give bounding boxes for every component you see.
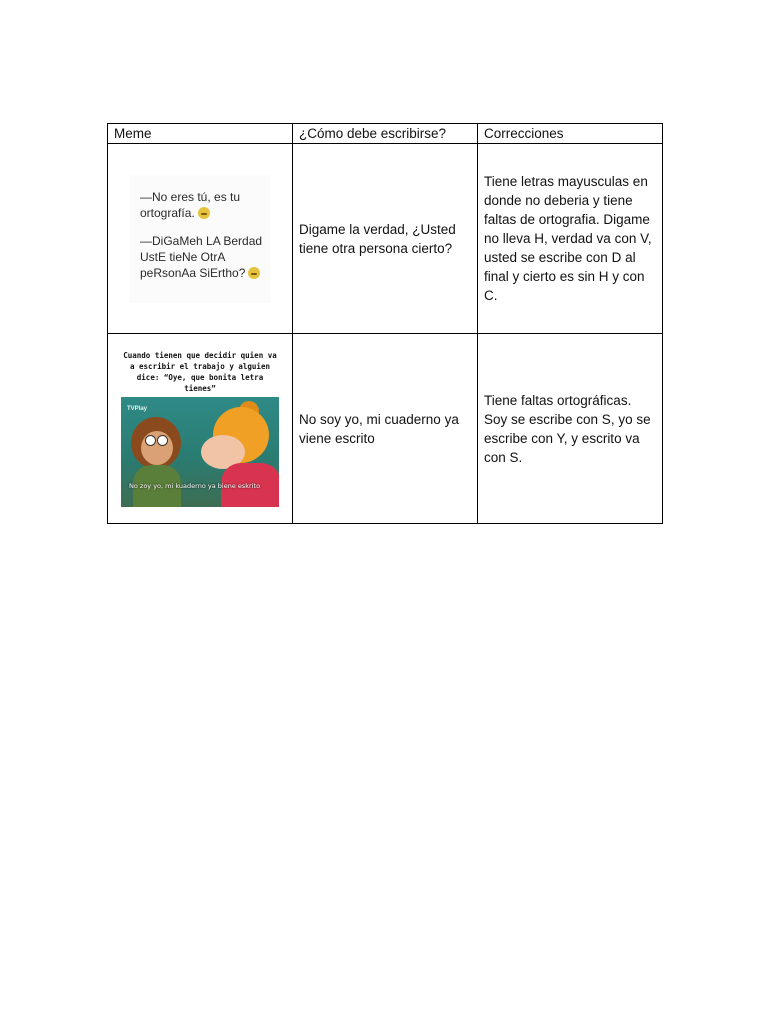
header-row (108, 124, 663, 144)
header-correcciones: Correcciones (478, 124, 663, 144)
meme-caption: Cuando tienen que decidir quien va a escribir el trabajo y alguien dice: “Oye, que bonita letra tienes” (123, 351, 277, 393)
meme-cell (108, 144, 293, 334)
correcciones-cell: Tiene letras mayusculas en donde no deberia y tiene faltas de ortografia. Digame no lleva H, verdad va con V, usted se escribe con D al final y cierto es sin H y con C. (478, 144, 663, 334)
meme-cell (108, 334, 293, 524)
header-meme: Meme (108, 124, 293, 144)
smiley-emoji-icon (198, 207, 210, 219)
meme-quote-1: —No eres tú, es tu ortografía. (140, 189, 241, 220)
sad-emoji-icon (248, 267, 260, 279)
correcciones-cell: Tiene faltas ortográficas. Soy se escribe con S, yo se escribe con Y, y escrito va con S. (478, 334, 663, 524)
meme-subtitle: No zoy yo, mi kuaderno ya biene eskrito (129, 482, 261, 490)
table-row (108, 334, 663, 524)
meme-image-ortografia (130, 175, 270, 303)
como-cell: Digame la verdad, ¿Usted tiene otra persona cierto? (293, 144, 478, 334)
meme-image-cuaderno (121, 350, 279, 507)
cartoon-picture (121, 397, 279, 507)
table-row (108, 144, 663, 334)
meme-quote-2: —DiGaMeh LA Berdad UstE tieNe OtrA peRsonAa SiErtho? (140, 233, 263, 280)
header-como: ¿Cómo debe escribirse? (293, 124, 478, 144)
memes-table (107, 123, 663, 524)
como-cell: No soy yo, mi cuaderno ya viene escrito (293, 334, 478, 524)
channel-logo: TVPlay (127, 406, 148, 412)
